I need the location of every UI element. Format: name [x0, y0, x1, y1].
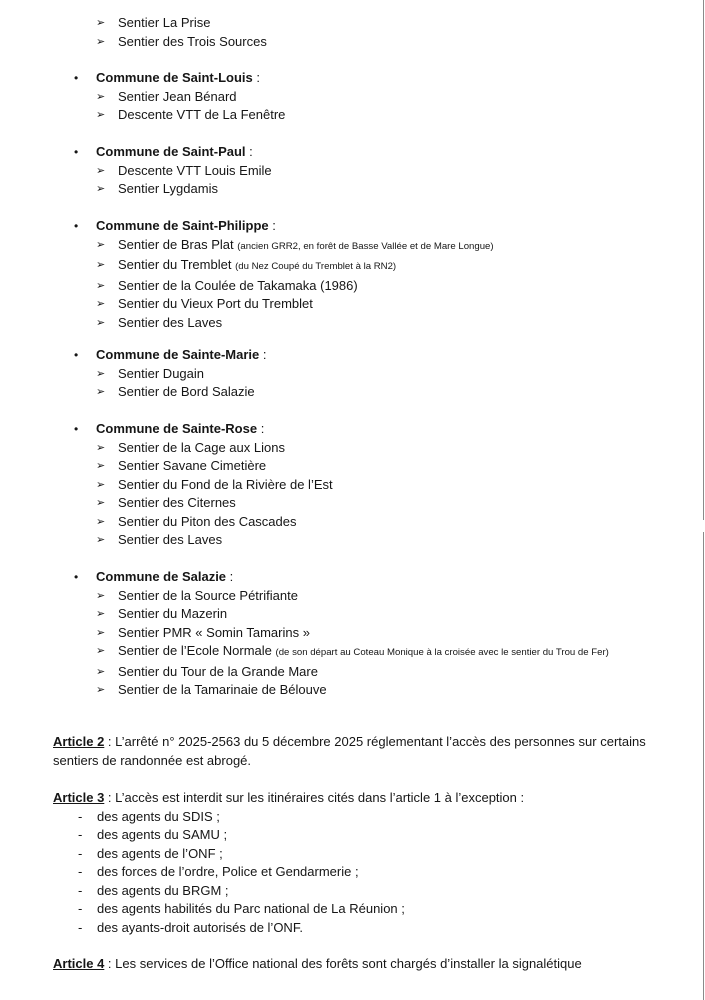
dash-bullet-icon: - — [78, 864, 83, 879]
arrow-bullet-icon: ➢ — [96, 460, 106, 472]
trail-item: ➢ Sentier du Tour de la Grande Mare — [0, 663, 705, 682]
article-4 — [53, 955, 693, 974]
commune-heading: • Commune de Sainte-Rose : — [0, 420, 705, 439]
trail-note: (de son départ au Coteau Monique à la croisée avec le sentier du Trou de Fer) — [275, 647, 609, 658]
bullet-icon: • — [74, 145, 79, 159]
commune-sainte-marie — [0, 346, 705, 402]
arrow-bullet-icon: ➢ — [96, 259, 106, 271]
exception-item: - des forces de l’ordre, Police et Gendarmerie ; — [53, 863, 673, 882]
arrow-bullet-icon: ➢ — [96, 316, 106, 329]
article-label: Article 2 — [53, 734, 105, 749]
article-3 — [53, 789, 673, 937]
trail-note: (du Nez Coupé du Tremblet à la RN2) — [235, 261, 397, 272]
trail-item: ➢ Sentier de la Tamarinaie de Bélouve — [0, 681, 705, 700]
article-label: Article 4 — [53, 956, 105, 971]
commune-heading: • Commune de Salazie : — [0, 568, 705, 587]
article-2 — [53, 733, 673, 770]
dash-bullet-icon: - — [78, 845, 83, 861]
exception-item: - des agents de l’ONF ; — [53, 845, 673, 864]
exception-item: - des agents du SDIS ; — [53, 808, 673, 827]
exception-item: - des agents du BRGM ; — [53, 882, 673, 901]
bullet-icon: • — [74, 422, 79, 436]
arrow-bullet-icon: ➢ — [96, 90, 106, 103]
leading-items — [0, 14, 705, 51]
commune-heading: • Commune de Sainte-Marie : — [0, 346, 705, 365]
arrow-bullet-icon: ➢ — [96, 35, 106, 48]
arrow-bullet-icon: ➢ — [96, 279, 106, 292]
trail-item: ➢ Sentier des Laves — [0, 531, 705, 550]
trail-item: ➢ Sentier PMR « Somin Tamarins » — [0, 624, 705, 643]
bullet-icon: • — [74, 219, 79, 233]
trail-item: ➢ Sentier des Laves — [0, 314, 705, 333]
article-text: : L’accès est interdit sur les itinéraires cités dans l’article 1 à l’exception : — [104, 790, 525, 805]
trail-item: ➢ Sentier du Vieux Port du Tremblet — [0, 295, 705, 314]
article-text: : Les services de l’Office national des forêts sont chargés d’installer la signalétique — [104, 956, 582, 971]
commune-name: Commune de Sainte-Rose — [96, 421, 258, 436]
arrow-bullet-icon: ➢ — [96, 183, 106, 195]
arrow-bullet-icon: ➢ — [96, 497, 106, 509]
trail-item: ➢ Sentier du Fond de la Rivière de l’Est — [0, 476, 705, 495]
dash-bullet-icon: - — [78, 808, 83, 824]
trail-note: (ancien GRR2, en forêt de Basse Vallée et de Mare Longue) — [237, 240, 494, 252]
arrow-bullet-icon: ➢ — [96, 386, 106, 398]
arrow-bullet-icon: ➢ — [96, 238, 106, 251]
commune-name: Commune de Sainte-Marie — [96, 347, 260, 362]
trail-item: ➢ Sentier de la Cage aux Lions — [0, 439, 705, 458]
commune-saint-philippe — [0, 217, 705, 332]
trail-item: ➢ Sentier Lygdamis — [0, 180, 705, 199]
article-text: : L’arrêté n° 2025-2563 du 5 décembre 2025 réglementant l’accès des personnes sur certains sentiers de randonnée est abrogé. — [53, 734, 646, 768]
commune-name: Commune de Saint-Philippe — [96, 218, 269, 233]
arrow-bullet-icon: ➢ — [96, 478, 106, 491]
commune-heading: • Commune de Saint-Louis : — [0, 69, 705, 88]
commune-salazie — [0, 568, 705, 700]
trail-item: ➢ Sentier de Bras Plat (ancien GRR2, en forêt de Basse Vallée et de Mare Longue) — [0, 236, 705, 257]
exception-item: - des agents du SAMU ; — [53, 826, 673, 845]
arrow-bullet-icon: ➢ — [96, 665, 106, 678]
trail-item: ➢ Sentier du Tremblet (du Nez Coupé du Tremblet à la RN2) — [0, 256, 705, 277]
trail-item: ➢ Sentier Savane Cimetière — [0, 457, 705, 476]
commune-name: Commune de Saint-Paul — [96, 144, 246, 159]
trail-item: ➢ Sentier La Prise — [0, 14, 705, 33]
arrow-bullet-icon: ➢ — [96, 608, 106, 620]
arrow-bullet-icon: ➢ — [96, 534, 106, 546]
exception-item: - des ayants-droit autorisés de l’ONF. — [53, 919, 673, 938]
bullet-icon: • — [74, 348, 79, 362]
arrow-bullet-icon: ➢ — [96, 109, 106, 121]
bullet-icon: • — [74, 570, 79, 584]
exception-item: - des agents habilités du Parc national de La Réunion ; — [53, 900, 673, 919]
commune-name: Commune de Salazie — [96, 569, 227, 584]
arrow-bullet-icon: ➢ — [96, 684, 106, 696]
arrow-bullet-icon: ➢ — [96, 441, 106, 454]
arrow-bullet-icon: ➢ — [96, 589, 106, 602]
trail-item: ➢ Descente VTT Louis Emile — [0, 162, 705, 181]
trail-item: ➢ Sentier du Mazerin — [0, 605, 705, 624]
arrow-bullet-icon: ➢ — [96, 367, 106, 380]
arrow-bullet-icon: ➢ — [96, 17, 106, 29]
trail-item: ➢ Sentier de Bord Salazie — [0, 383, 705, 402]
commune-heading: • Commune de Saint-Paul : — [0, 143, 705, 162]
trail-item: ➢ Sentier Dugain — [0, 365, 705, 384]
trail-item: ➢ Descente VTT de La Fenêtre — [0, 106, 705, 125]
article-label: Article 3 — [53, 790, 105, 805]
commune-sainte-rose — [0, 420, 705, 550]
arrow-bullet-icon: ➢ — [96, 645, 106, 657]
commune-heading: • Commune de Saint-Philippe : — [0, 217, 705, 236]
commune-saint-paul — [0, 143, 705, 199]
dash-bullet-icon: - — [78, 827, 83, 842]
dash-bullet-icon: - — [78, 882, 83, 898]
trail-item: ➢ Sentier Jean Bénard — [0, 88, 705, 107]
trail-item: ➢ Sentier des Trois Sources — [0, 33, 705, 52]
trail-item: ➢ Sentier de l’Ecole Normale (de son départ au Coteau Monique à la croisée avec le sentier du Trou de Fer) — [0, 642, 705, 663]
arrow-bullet-icon: ➢ — [96, 164, 106, 177]
trail-item: ➢ Sentier de la Coulée de Takamaka (1986) — [0, 277, 705, 296]
trail-item: ➢ Sentier du Piton des Cascades — [0, 513, 705, 532]
dash-bullet-icon: - — [78, 919, 83, 935]
trail-item: ➢ Sentier des Citernes — [0, 494, 705, 513]
arrow-bullet-icon: ➢ — [96, 515, 106, 528]
arrow-bullet-icon: ➢ — [96, 626, 106, 639]
commune-saint-louis — [0, 69, 705, 125]
arrow-bullet-icon: ➢ — [96, 298, 106, 310]
dash-bullet-icon: - — [78, 901, 83, 916]
commune-name: Commune de Saint-Louis — [96, 70, 253, 85]
trail-item: ➢ Sentier de la Source Pétrifiante — [0, 587, 705, 606]
bullet-icon: • — [74, 71, 79, 85]
